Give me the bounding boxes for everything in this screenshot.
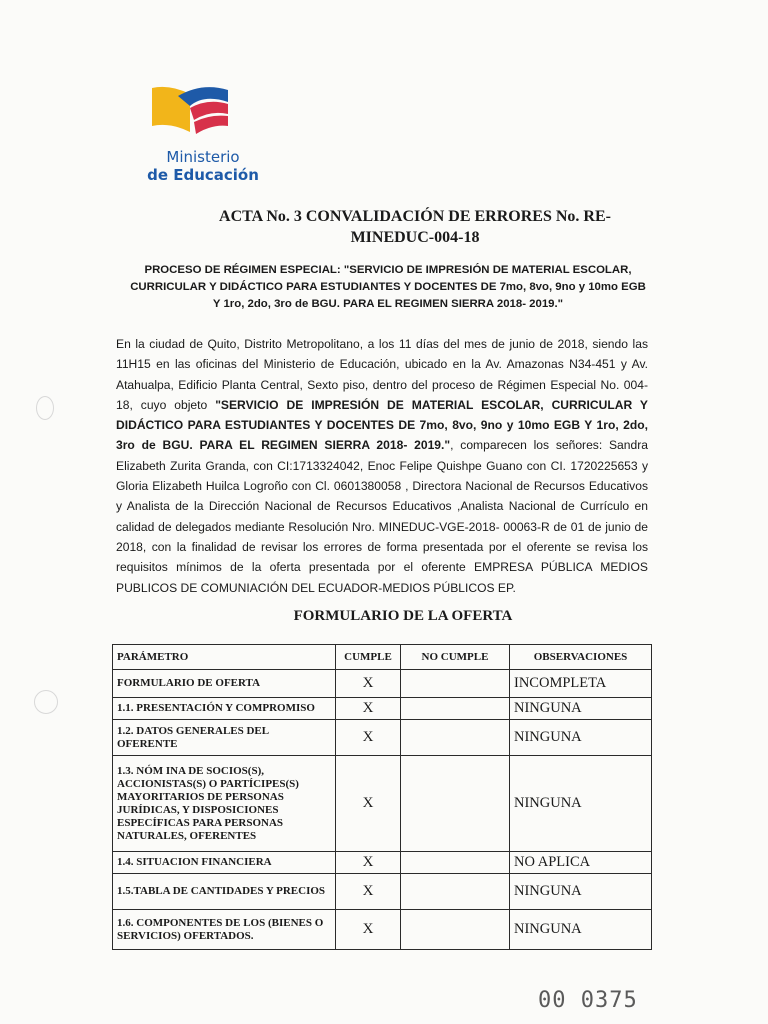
row-no-cumple bbox=[401, 910, 510, 950]
row-cumple: X bbox=[336, 698, 401, 720]
row-obs: NINGUNA bbox=[510, 756, 652, 852]
table-row bbox=[113, 720, 652, 756]
table-row bbox=[113, 910, 652, 950]
table-row bbox=[113, 670, 652, 698]
punch-hole-mark bbox=[34, 690, 58, 714]
row-param: 1.6. COMPONENTES DE LOS (BIENES O SERVICIOS) OFERTADOS. bbox=[113, 910, 336, 950]
row-obs: NINGUNA bbox=[510, 720, 652, 756]
row-no-cumple bbox=[401, 874, 510, 910]
row-no-cumple bbox=[401, 852, 510, 874]
table-row bbox=[113, 852, 652, 874]
acta-title-line-1: ACTA No. 3 CONVALIDACIÓN DE ERRORES No. RE- bbox=[219, 208, 611, 225]
row-cumple: X bbox=[336, 910, 401, 950]
table-row bbox=[113, 698, 652, 720]
row-param: FORMULARIO DE OFERTA bbox=[113, 670, 336, 698]
ministerio-logo-icon bbox=[150, 80, 242, 140]
row-obs: NINGUNA bbox=[510, 910, 652, 950]
acta-title bbox=[200, 206, 630, 248]
proceso-line-1: PROCESO DE RÉGIMEN ESPECIAL: "SERVICIO DE IMPRESIÓN DE MATERIAL ESCOLAR, bbox=[144, 264, 632, 276]
body-paragraph bbox=[116, 334, 648, 598]
logo-line-1: Ministerio bbox=[166, 148, 240, 166]
proceso-line-2: CURRICULAR Y DIDÁCTICO PARA ESTUDIANTES Y DOCENTES DE 7mo, 8vo, 9no y 10mo EGB bbox=[130, 281, 646, 293]
table-row bbox=[113, 756, 652, 852]
table-row bbox=[113, 874, 652, 910]
row-obs: NO APLICA bbox=[510, 852, 652, 874]
row-cumple: X bbox=[336, 852, 401, 874]
page-number-stamp: 00 0375 bbox=[538, 988, 638, 1013]
row-no-cumple bbox=[401, 670, 510, 698]
header-parametro: PARÁMETRO bbox=[113, 645, 336, 670]
row-no-cumple bbox=[401, 698, 510, 720]
punch-hole-mark bbox=[36, 396, 54, 420]
row-cumple: X bbox=[336, 874, 401, 910]
row-obs: INCOMPLETA bbox=[510, 670, 652, 698]
row-cumple: X bbox=[336, 670, 401, 698]
row-obs: NINGUNA bbox=[510, 698, 652, 720]
body-part-1: En la ciudad de Quito, Distrito Metropolitano, a los 11 días del mes de junio de 2018, siendo las 11H15 en las oficinas del Ministerio de Educación, ubicado en la Av. Amazonas N34-451 y Av. Atahualpa, Edificio Planta Central, Sexto piso, dentro del proceso de Régimen Especial No. 004-18, cuyo objeto bbox=[116, 337, 648, 412]
logo-line-2: de Educación bbox=[147, 166, 259, 184]
form-title: FORMULARIO DE LA OFERTA bbox=[293, 608, 513, 624]
row-param: 1.2. DATOS GENERALES DEL OFERENTE bbox=[113, 720, 336, 756]
body-part-2: , comparecen los señores: Sandra Elizabeth Zurita Granda, con CI:1713324042, Enoc Felipe Quishpe Guano con CI. 1720225653 y Gloria Elizabeth Huilca Logroño con Cl. 0601380058 , Directora Nacional de Recursos Educativos y Analista de la Dirección Nacional de Recursos Educativos ,Analista Nacional de Currículo en calidad de delegados mediante Resolución Nro. MINEDUC-VGE-2018- 00063-R de 01 de junio de 2018, con la finalidad de revisar los errores de forma presentada por el oferente se revisa los requisitos mínimos de la oferta presentada por el oferente EMPRESA PÚBLICA MEDIOS PUBLICOS DE COMUNIACIÓN DEL ECUADOR-MEDIOS PÚBLICOS EP. bbox=[116, 438, 648, 595]
proceso-line-3: Y 1ro, 2do, 3ro de BGU. PARA EL REGIMEN SIERRA 2018- 2019." bbox=[212, 298, 564, 310]
row-param: 1.3. NÓM INA DE SOCIOS(S), ACCIONISTAS(S) O PARTÍCIPES(S) MAYORITARIOS DE PERSONAS JURÍDICAS, Y DISPOSICIONES ESPECÍFICAS PARA PERSONAS NATURALES, OFERENTES bbox=[113, 756, 336, 852]
ministerio-logo bbox=[136, 80, 259, 190]
row-param: 1.5.TABLA DE CANTIDADES Y PRECIOS bbox=[113, 874, 336, 910]
oferta-table bbox=[112, 644, 652, 950]
row-param: 1.1. PRESENTACIÓN Y COMPROMISO bbox=[113, 698, 336, 720]
row-obs: NINGUNA bbox=[510, 874, 652, 910]
header-cumple: CUMPLE bbox=[336, 645, 401, 670]
row-cumple: X bbox=[336, 720, 401, 756]
row-no-cumple bbox=[401, 720, 510, 756]
row-no-cumple bbox=[401, 756, 510, 852]
acta-title-line-2: MINEDUC-004-18 bbox=[350, 229, 480, 246]
header-no-cumple: NO CUMPLE bbox=[401, 645, 510, 670]
table-header-row bbox=[113, 645, 652, 670]
row-param: 1.4. SITUACION FINANCIERA bbox=[113, 852, 336, 874]
header-observaciones: OBSERVACIONES bbox=[510, 645, 652, 670]
proceso-heading bbox=[108, 262, 668, 313]
body-bold-object: "SERVICIO DE IMPRESIÓN DE MATERIAL ESCOLAR, CURRICULAR Y DIDÁCTICO PARA ESTUDIANTES Y DOCENTES DE 7mo, 8vo, 9no y 10mo EGB Y 1ro, 2do, 3ro de BGU. PARA EL REGIMEN SIERRA 2018- 2019." bbox=[116, 397, 648, 453]
row-cumple: X bbox=[336, 756, 401, 852]
logo-text bbox=[138, 148, 268, 184]
